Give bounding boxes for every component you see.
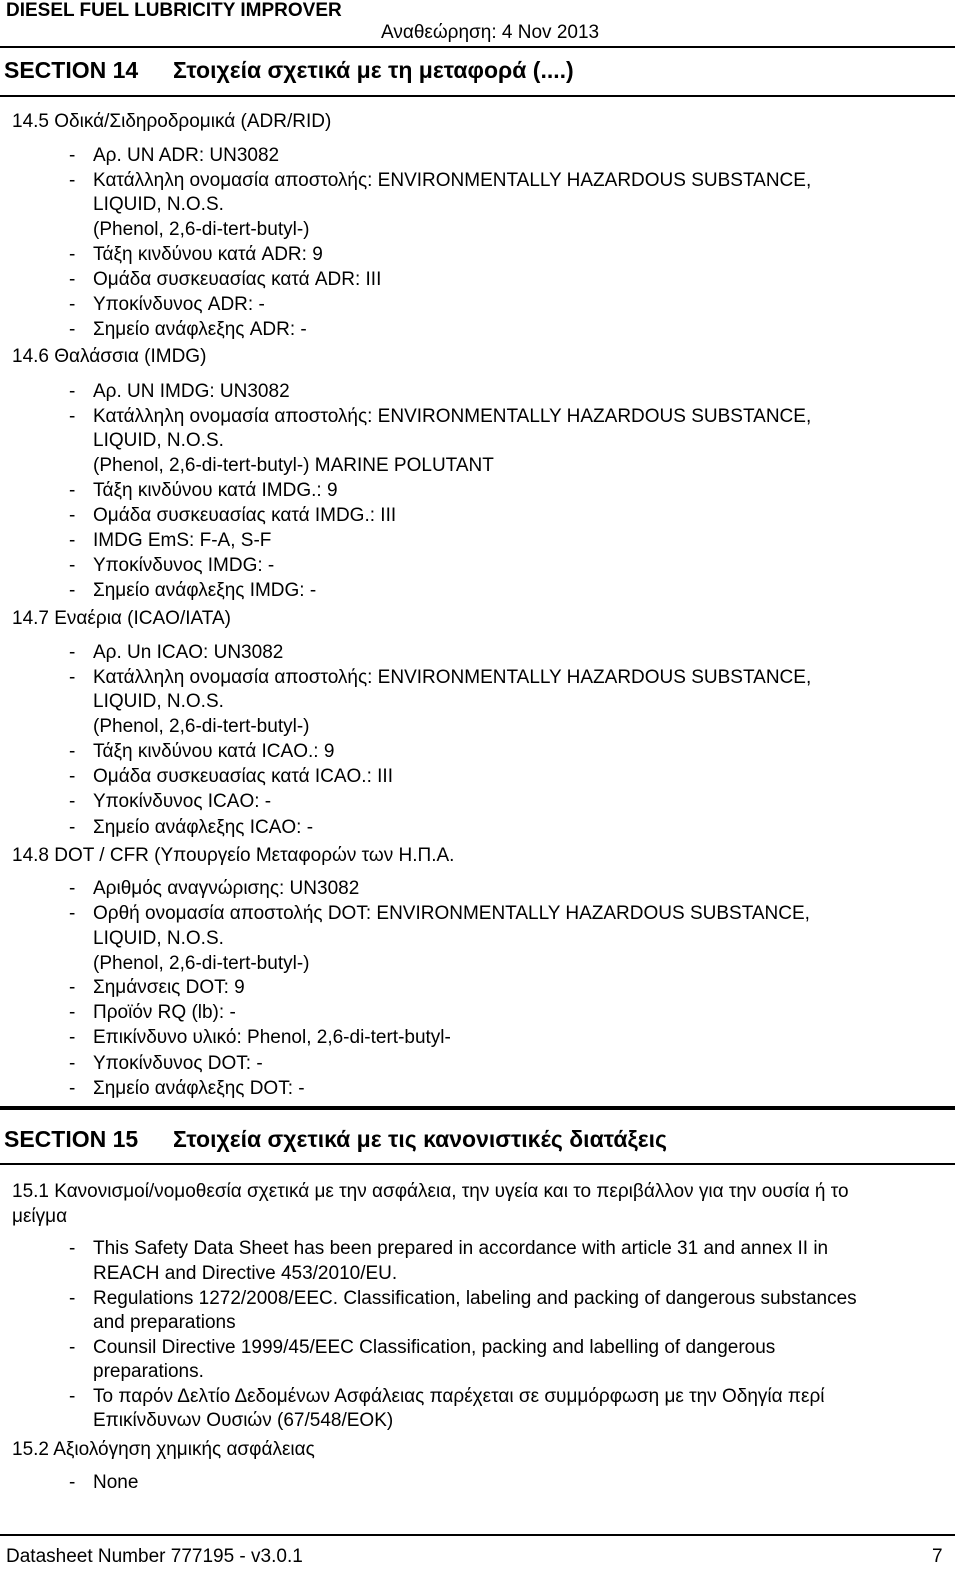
list-bullet: -	[69, 1053, 76, 1074]
regulations-heading: 15.1 Κανονισμοί/νομοθεσία σχετικά με την ασφάλεια, την υγεία και το περιβάλλον για την ουσία ή το	[12, 1181, 849, 1202]
list-item: Κατάλληλη ονομασία αποστολής: ENVIRONMENTALLY HAZARDOUS SUBSTANCE,	[93, 667, 812, 688]
list-bullet: -	[69, 642, 76, 663]
list-bullet: -	[69, 580, 76, 601]
chemical-safety-heading: 15.2 Αξιολόγηση χημικής ασφάλειας	[12, 1439, 315, 1460]
list-item: None	[93, 1472, 139, 1493]
list-item: Υποκίνδυνος ICAO: -	[93, 791, 272, 812]
list-bullet: -	[69, 170, 76, 191]
list-item: Ορθή ονομασία αποστολής DOT: ENVIRONMENTALLY HAZARDOUS SUBSTANCE,	[93, 903, 810, 924]
list-item: Ομάδα συσκευασίας κατά ADR: III	[93, 269, 382, 290]
list-item: Επικίνδυνο υλικό: Phenol, 2,6-di-tert-butyl-	[93, 1027, 451, 1048]
list-bullet: -	[69, 741, 76, 762]
section-15-divider	[0, 1163, 955, 1165]
list-bullet: -	[69, 1002, 76, 1023]
list-item: Counsil Directive 1999/45/EEC Classification, packing and labelling of dangerous	[93, 1337, 776, 1358]
list-bullet: -	[69, 1472, 76, 1493]
list-item: LIQUID, N.O.S.	[93, 691, 224, 712]
list-item: Προϊόν RQ (lb): -	[93, 1002, 236, 1023]
list-item: Κατάλληλη ονομασία αποστολής: ENVIRONMENTALLY HAZARDOUS SUBSTANCE,	[93, 170, 812, 191]
list-bullet: -	[69, 903, 76, 924]
list-item: (Phenol, 2,6-di-tert-butyl-) MARINE POLUTANT	[93, 455, 494, 476]
list-bullet: -	[69, 1337, 76, 1358]
list-bullet: -	[69, 319, 76, 340]
icao-heading: 14.7 Εναέρια (ICAO/IATA)	[12, 608, 231, 629]
header-divider	[0, 46, 955, 48]
list-item: (Phenol, 2,6-di-tert-butyl-)	[93, 716, 310, 737]
list-item: This Safety Data Sheet has been prepared in accordance with article 31 and annex II in	[93, 1238, 829, 1259]
list-item: Κατάλληλη ονομασία αποστολής: ENVIRONMENTALLY HAZARDOUS SUBSTANCE,	[93, 406, 812, 427]
revision-date: Αναθεώρηση: 4 Nov 2013	[381, 22, 600, 43]
list-bullet: -	[69, 505, 76, 526]
list-item: (Phenol, 2,6-di-tert-butyl-)	[93, 953, 310, 974]
list-bullet: -	[69, 667, 76, 688]
list-item: LIQUID, N.O.S.	[93, 194, 224, 215]
list-item: IMDG EmS: F-A, S-F	[93, 530, 272, 551]
list-item: Αρ. UN ADR: UN3082	[93, 145, 280, 166]
list-item: Σημείο ανάφλεξης ICAO: -	[93, 817, 314, 838]
list-bullet: -	[69, 530, 76, 551]
list-item: and preparations	[93, 1312, 236, 1333]
list-bullet: -	[69, 1027, 76, 1048]
list-bullet: -	[69, 1238, 76, 1259]
list-item: Ομάδα συσκευασίας κατά IMDG.: III	[93, 505, 397, 526]
list-bullet: -	[69, 269, 76, 290]
list-bullet: -	[69, 977, 76, 998]
list-item: Τάξη κινδύνου κατά ICAO.: 9	[93, 741, 335, 762]
list-item: Ομάδα συσκευασίας κατά ICAO.: III	[93, 766, 393, 787]
list-bullet: -	[69, 480, 76, 501]
section-15-title: Στοιχεία σχετικά με τις κανονιστικές διατάξεις	[173, 1126, 667, 1152]
section-15-number: SECTION 15	[4, 1126, 139, 1152]
list-item: Αρ. Un ICAO: UN3082	[93, 642, 284, 663]
list-bullet: -	[69, 244, 76, 265]
section-14-title: Στοιχεία σχετικά με τη μεταφορά (....)	[173, 57, 574, 83]
section-14-number: SECTION 14	[4, 57, 139, 83]
list-item: Υποκίνδυνος IMDG: -	[93, 555, 275, 576]
regulations-heading-cont: μείγμα	[12, 1206, 68, 1227]
list-item: Σημείο ανάφλεξης DOT: -	[93, 1078, 305, 1099]
section-15-top-divider	[0, 1106, 955, 1110]
list-bullet: -	[69, 791, 76, 812]
list-item: Υποκίνδυνος DOT: -	[93, 1053, 263, 1074]
imdg-heading: 14.6 Θαλάσσια (IMDG)	[12, 346, 207, 367]
list-item: Regulations 1272/2008/EEC. Classification, labeling and packing of dangerous substances	[93, 1288, 857, 1309]
list-bullet: -	[69, 766, 76, 787]
list-bullet: -	[69, 817, 76, 838]
list-bullet: -	[69, 381, 76, 402]
page-number: 7	[932, 1546, 943, 1567]
list-item: REACH and Directive 453/2010/EU.	[93, 1263, 398, 1284]
list-item: Σημείο ανάφλεξης ADR: -	[93, 319, 307, 340]
list-item: Σημάνσεις DOT: 9	[93, 977, 245, 998]
list-bullet: -	[69, 145, 76, 166]
adr-heading: 14.5 Οδικά/Σιδηροδρομικά (ADR/RID)	[12, 111, 332, 132]
list-item: Σημείο ανάφλεξης IMDG: -	[93, 580, 317, 601]
list-bullet: -	[69, 406, 76, 427]
list-bullet: -	[69, 555, 76, 576]
dot-heading: 14.8 DOT / CFR (Υπουργείο Μεταφορών των Η.Π.Α.	[12, 845, 455, 866]
list-item: Επικίνδυνων Ουσιών (67/548/ΕΟΚ)	[93, 1410, 394, 1431]
list-item: (Phenol, 2,6-di-tert-butyl-)	[93, 219, 310, 240]
list-bullet: -	[69, 1288, 76, 1309]
list-bullet: -	[69, 1386, 76, 1407]
datasheet-number: Datasheet Number 777195 - v3.0.1	[6, 1546, 303, 1567]
list-item: LIQUID, N.O.S.	[93, 430, 224, 451]
list-item: preparations.	[93, 1361, 204, 1382]
list-item: Αριθμός αναγνώρισης: UN3082	[93, 878, 360, 899]
footer-divider	[0, 1534, 955, 1536]
list-item: Το παρόν Δελτίο Δεδομένων Ασφάλειας παρέχεται σε συμμόρφωση με την Οδηγία περί	[93, 1386, 825, 1407]
section-14-divider	[0, 95, 955, 97]
list-item: Τάξη κινδύνου κατά IMDG.: 9	[93, 480, 338, 501]
list-bullet: -	[69, 294, 76, 315]
list-item: Υποκίνδυνος ADR: -	[93, 294, 265, 315]
list-item: Αρ. UN IMDG: UN3082	[93, 381, 290, 402]
list-bullet: -	[69, 1078, 76, 1099]
list-item: LIQUID, N.O.S.	[93, 928, 224, 949]
document-title: DIESEL FUEL LUBRICITY IMPROVER	[6, 0, 342, 21]
list-bullet: -	[69, 878, 76, 899]
list-item: Τάξη κινδύνου κατά ADR: 9	[93, 244, 323, 265]
